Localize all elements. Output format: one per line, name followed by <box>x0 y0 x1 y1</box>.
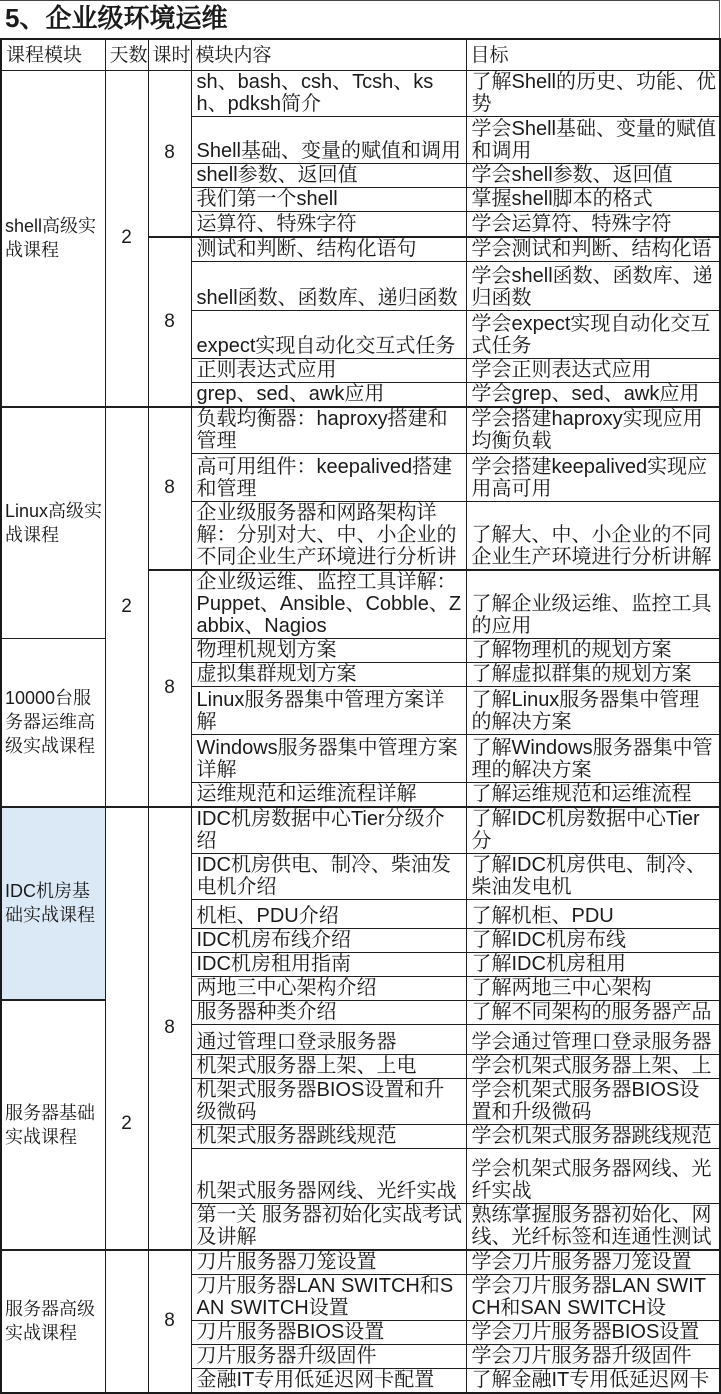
days-cell <box>105 1250 148 1393</box>
goal-cell: 学会刀片服务器LAN SWITCH和SAN SWITCH设 <box>466 1274 720 1320</box>
goal-cell: 了解IDC机房布线 <box>466 928 720 952</box>
goal-cell: 学会正则表达式应用 <box>466 358 720 382</box>
content-cell: 通过管理口登录服务器 <box>191 1024 466 1054</box>
days-cell: 2 <box>105 71 148 407</box>
header-hours: 课时 <box>148 39 191 71</box>
page-title: 5、企业级环境运维 <box>0 0 720 38</box>
goal-cell: 学会expect实现自动化交互式任务 <box>466 310 720 358</box>
goal-cell: 了解企业级运维、监控工具的应用 <box>466 570 720 639</box>
content-cell: 刀片服务器BIOS设置 <box>191 1320 466 1344</box>
days-cell: 2 <box>105 407 148 807</box>
goal-cell: 了解大、中、小企业的不同企业生产环境进行分析讲解 <box>466 501 720 570</box>
goal-cell: 学会测试和判断、结构化语 <box>466 237 720 262</box>
table-row <box>1 807 720 854</box>
table-row <box>1 1250 720 1275</box>
hours-cell: 8 <box>148 407 191 570</box>
content-cell: 刀片服务器刀笼设置 <box>191 1250 466 1275</box>
goal-cell: 熟练掌握服务器初始化、网线、光纤标签和连通性测试 <box>466 1203 720 1250</box>
goal-cell: 了解IDC机房供电、制冷、柴油发电机 <box>466 853 720 899</box>
content-cell: 机架式服务器上架、上电 <box>191 1054 466 1078</box>
goal-cell: 学会机架式服务器网线、光纤实战 <box>466 1148 720 1203</box>
module-cell: IDC机房基础实战课程 <box>1 807 105 1001</box>
goal-cell: 学会通过管理口登录服务器 <box>466 1024 720 1054</box>
module-cell: 10000台服务器运维高级实战课程 <box>1 638 105 807</box>
content-cell: 第一关 服务器初始化实战考试及讲解 <box>191 1203 466 1250</box>
module-cell: 服务器基础实战课程 <box>1 1000 105 1250</box>
hours-cell: 8 <box>148 807 191 1250</box>
goal-cell: 学会grep、sed、awk应用 <box>466 382 720 407</box>
hours-cell: 8 <box>148 570 191 807</box>
content-cell: 高可用组件：keepalived搭建和管理 <box>191 453 466 501</box>
module-cell: Linux高级实战课程 <box>1 407 105 639</box>
content-cell: IDC机房布线介绍 <box>191 928 466 952</box>
goal-cell: 学会shell参数、返回值 <box>466 164 720 188</box>
content-cell: IDC机房数据中心Tier分级介绍 <box>191 807 466 854</box>
goal-cell: 了解运维规范和运维流程 <box>466 782 720 807</box>
goal-cell: 学会刀片服务器BIOS设置 <box>466 1320 720 1344</box>
header-days: 天数 <box>105 39 148 71</box>
goal-cell: 了解虚拟群集的规划方案 <box>466 662 720 686</box>
content-cell: 物理机规划方案 <box>191 638 466 662</box>
content-cell: IDC机房租用指南 <box>191 952 466 976</box>
content-cell: shell函数、函数库、递归函数 <box>191 261 466 310</box>
header-content: 模块内容 <box>191 39 466 71</box>
goal-cell: 学会机架式服务器BIOS设置和升级微码 <box>466 1078 720 1124</box>
goal-cell: 学会Shell基础、变量的赋值和调用 <box>466 117 720 164</box>
goal-cell: 学会搭建keepalived实现应用高可用 <box>466 453 720 501</box>
content-cell: 正则表达式应用 <box>191 358 466 382</box>
content-cell: grep、sed、awk应用 <box>191 382 466 407</box>
hours-cell: 8 <box>148 1250 191 1393</box>
goal-cell: 学会运算符、特殊字符 <box>466 212 720 237</box>
content-cell: 测试和判断、结构化语句 <box>191 237 466 262</box>
header-row <box>1 39 720 71</box>
module-cell: shell高级实战课程 <box>1 71 105 407</box>
content-cell: Linux服务器集中管理方案详解 <box>191 686 466 734</box>
goal-cell: 了解机柜、PDU <box>466 899 720 928</box>
goal-cell: 了解Shell的历史、功能、优势 <box>466 71 720 117</box>
content-cell: 金融IT专用低延迟网卡配置 <box>191 1368 466 1393</box>
content-cell: 刀片服务器升级固件 <box>191 1344 466 1368</box>
table-row <box>1 1000 720 1024</box>
content-cell: 我们第一个shell <box>191 188 466 212</box>
goal-cell: 了解不同架构的服务器产品 <box>466 1000 720 1024</box>
table-row <box>1 407 720 454</box>
table-row <box>1 71 720 117</box>
content-cell: 运维规范和运维流程详解 <box>191 782 466 807</box>
content-cell: IDC机房供电、制冷、柴油发电机介绍 <box>191 853 466 899</box>
goal-cell: 了解Windows服务器集中管理的解决方案 <box>466 734 720 782</box>
content-cell: 虚拟集群规划方案 <box>191 662 466 686</box>
days-cell: 2 <box>105 1000 148 1250</box>
content-cell: 刀片服务器LAN SWITCH和SAN SWITCH设置 <box>191 1274 466 1320</box>
header-module: 课程模块 <box>1 39 105 71</box>
content-cell: 机架式服务器网线、光纤实战 <box>191 1148 466 1203</box>
content-cell: 服务器种类介绍 <box>191 1000 466 1024</box>
content-cell: 机架式服务器BIOS设置和升级微码 <box>191 1078 466 1124</box>
goal-cell: 了解金融IT专用低延迟网卡 <box>466 1368 720 1393</box>
content-cell: sh、bash、csh、Tcsh、ksh、pdksh简介 <box>191 71 466 117</box>
days-cell <box>105 807 148 1001</box>
module-cell: 服务器高级实战课程 <box>1 1250 105 1393</box>
content-cell: 负载均衡器：haproxy搭建和管理 <box>191 407 466 454</box>
content-cell: 两地三中心架构介绍 <box>191 976 466 1000</box>
goal-cell: 了解两地三中心架构 <box>466 976 720 1000</box>
content-cell: Windows服务器集中管理方案详解 <box>191 734 466 782</box>
goal-cell: 学会刀片服务器升级固件 <box>466 1344 720 1368</box>
goal-cell: 学会刀片服务器刀笼设置 <box>466 1250 720 1275</box>
goal-cell: 了解物理机的规划方案 <box>466 638 720 662</box>
content-cell: 机架式服务器跳线规范 <box>191 1124 466 1148</box>
goal-cell: 了解IDC机房数据中心Tier分 <box>466 807 720 854</box>
goal-cell: 了解Linux服务器集中管理的解决方案 <box>466 686 720 734</box>
hours-cell: 8 <box>148 237 191 407</box>
goal-cell: 了解IDC机房租用 <box>466 952 720 976</box>
content-cell: Shell基础、变量的赋值和调用 <box>191 117 466 164</box>
goal-cell: 学会机架式服务器上架、上 <box>466 1054 720 1078</box>
goal-cell: 学会搭建haproxy实现应用均衡负载 <box>466 407 720 454</box>
content-cell: 企业级运维、监控工具详解：Puppet、Ansible、Cobble、Zabbix、Nagios <box>191 570 466 639</box>
goal-cell: 学会shell函数、函数库、递归函数 <box>466 261 720 310</box>
content-cell: expect实现自动化交互式任务 <box>191 310 466 358</box>
course-table <box>0 38 721 1394</box>
content-cell: shell参数、返回值 <box>191 164 466 188</box>
goal-cell: 掌握shell脚本的格式 <box>466 188 720 212</box>
content-cell: 机柜、PDU介绍 <box>191 899 466 928</box>
hours-cell: 8 <box>148 71 191 237</box>
goal-cell: 学会机架式服务器跳线规范 <box>466 1124 720 1148</box>
content-cell: 运算符、特殊字符 <box>191 212 466 237</box>
header-goal: 目标 <box>466 39 720 71</box>
content-cell: 企业级服务器和网路架构详解：分别对大、中、小企业的不同企业生产环境进行分析讲 <box>191 501 466 570</box>
